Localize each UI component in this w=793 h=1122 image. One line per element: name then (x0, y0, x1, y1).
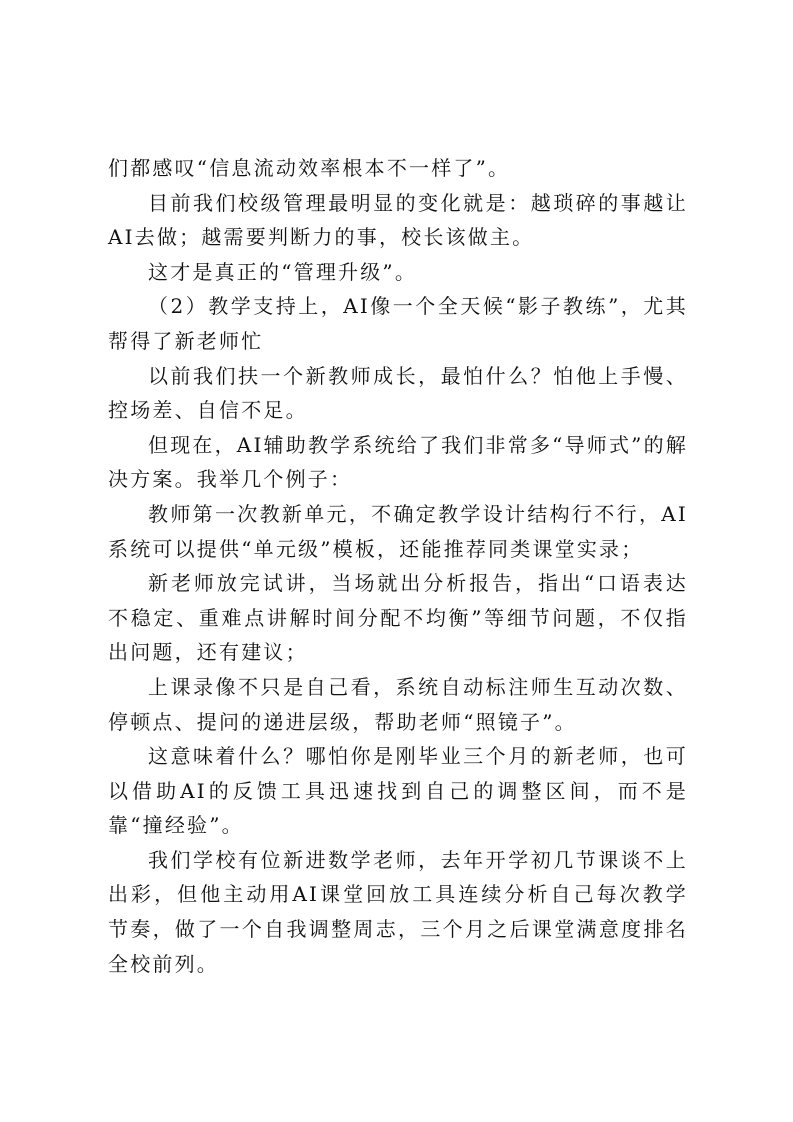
paragraph-management-upgrade: 这才是真正的“管理升级”。 (148, 259, 418, 284)
paragraph-continuation: 们都感叹“信息流动效率根本不一样了”。 (108, 156, 511, 180)
document-page (108, 151, 688, 981)
paragraph-math-teacher-case: 我们学校有位新进数学老师，去年开学初几节课谈不上出彩，但他主动用AI课堂回放工具连续分析自己每次教学节奏，做了一个自我调整周志，三个月之后课堂满意度排名全校前列。 (108, 847, 688, 976)
paragraph-ai-mentor-solutions: 但现在，AI辅助教学系统给了我们非常多“导师式”的解决方案。我举几个例子： (108, 432, 688, 492)
paragraph-meaning: 这意味着什么？哪怕你是刚毕业三个月的新老师，也可以借助AI的反馈工具迅速找到自己的调整区间，而不是靠“撞经验”。 (108, 744, 688, 838)
paragraph-example-templates: 教师第一次教新单元，不确定教学设计结构行不行，AI系统可以提供“单元级”模板，还能推荐同类课堂实录； (108, 501, 688, 561)
section-heading-teaching-support: （2）教学支持上，AI像一个全天候“影子教练”，尤其帮得了新老师忙 (108, 294, 688, 353)
paragraph-example-video-annotation: 上课录像不只是自己看，系统自动标注师生互动次数、停顿点、提问的递进层级，帮助老师“照镜子”。 (108, 674, 688, 734)
paragraph-new-teacher-concern: 以前我们扶一个新教师成长，最怕什么？怕他上手慢、控场差、自信不足。 (108, 363, 688, 423)
paragraph-management-change: 目前我们校级管理最明显的变化就是：越琐碎的事越让AI去做；越需要判断力的事，校长该做主。 (108, 190, 688, 250)
paragraph-example-analysis-report: 新老师放完试讲，当场就出分析报告，指出“口语表达不稳定、重难点讲解时间分配不均衡”等细节问题，不仅指出问题，还有建议； (108, 571, 688, 665)
